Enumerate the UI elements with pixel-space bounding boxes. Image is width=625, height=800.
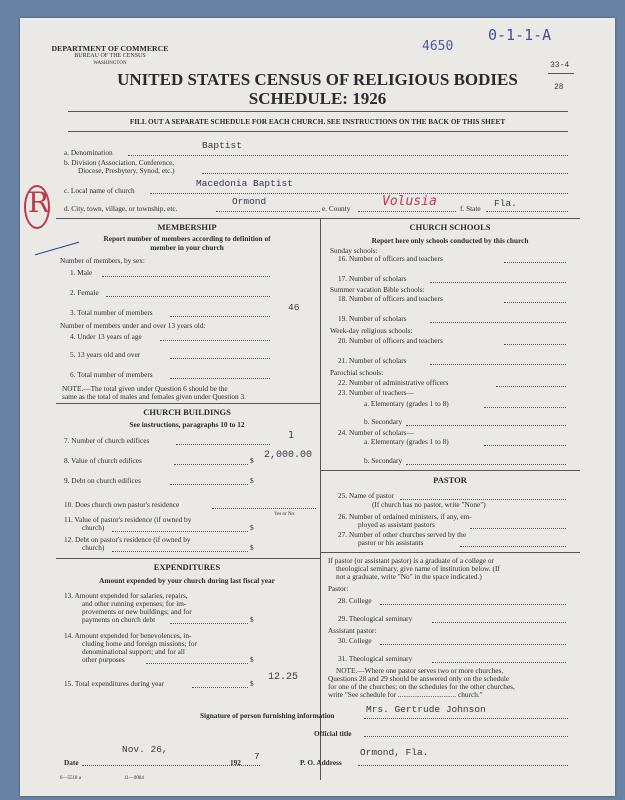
division-label-2: Diocese, Presbytery, Synod, etc.)	[78, 166, 175, 175]
q24a-line	[484, 445, 566, 446]
q11-dollar: $	[250, 523, 254, 532]
q18-label: 18. Number of officers and teachers	[338, 294, 443, 303]
q13-line-3: provements or new buildings; and for	[82, 607, 192, 616]
q15-value: 12.25	[268, 672, 299, 683]
city-value: Ormond	[232, 196, 267, 207]
q19-line	[430, 322, 566, 323]
q3-label: 3. Total number of members	[70, 308, 153, 317]
signature-line	[364, 718, 568, 719]
q14-line-3: denominational support; and for all	[82, 647, 185, 656]
q5-line	[170, 358, 270, 359]
q19-label: 19. Number of scholars	[338, 314, 407, 323]
q11-label-2: church)	[82, 523, 105, 532]
divider	[68, 111, 568, 112]
membership-note-2: same as the total of males and females given under Question 3.	[62, 392, 246, 401]
q23a-line	[484, 407, 566, 408]
q12-label: 12. Debt on pastor's residence (if owned by	[64, 535, 191, 544]
q2-line	[106, 296, 270, 297]
q30-line	[380, 644, 566, 645]
county-line	[358, 211, 456, 212]
q24-label: 24. Number of scholars—	[338, 428, 414, 437]
q7-label: 7. Number of church edifices	[64, 436, 150, 445]
official-title-line	[364, 736, 568, 737]
bureau-name: BUREAU OF THE CENSUS	[74, 53, 146, 59]
sunday-label: Sunday schools:	[330, 246, 378, 255]
q21-line	[430, 364, 566, 365]
q14-line-1: 14. Amount expended for benevolences, in-	[64, 631, 192, 640]
local-name-value: Macedonia Baptist	[196, 178, 293, 189]
q6-label: 6. Total number of members	[70, 370, 153, 379]
membership-note: NOTE.—The total given under Question 6 should be the	[62, 384, 228, 393]
official-title-label: Official title	[314, 729, 352, 738]
county-value: Volusia	[382, 194, 437, 209]
q14-line	[146, 663, 248, 664]
q3-line	[170, 316, 270, 317]
q11-label: 11. Value of pastor's residence (if owned by	[64, 515, 192, 524]
q5-label: 5. 13 years old and over	[70, 350, 141, 359]
schedule-form	[20, 18, 615, 796]
date-value: Nov. 26,	[122, 744, 168, 755]
form-number: 6—5518 a	[60, 776, 81, 781]
q29-label: 29. Theological seminary	[338, 614, 413, 623]
q4-line	[160, 340, 270, 341]
section-rule	[56, 558, 320, 559]
q23-label: 23. Number of teachers—	[338, 388, 414, 397]
q13-line-4: payments on church debt	[82, 615, 156, 624]
denomination-label: a. Denomination	[64, 148, 113, 157]
graduate-note-2: theological seminary, give name of institution below. (If	[336, 564, 500, 573]
q7-value: 1	[288, 430, 295, 441]
graduate-note-3: not a graduate, write "No" in the space indicated.)	[336, 572, 482, 581]
q7-line	[176, 444, 270, 445]
q24b-line	[406, 464, 566, 465]
schools-heading: CHURCH SCHOOLS	[409, 222, 491, 232]
q13-line	[170, 623, 248, 624]
q24a-label: a. Elementary (grades 1 to 8)	[364, 437, 449, 446]
q31-label: 31. Theological seminary	[338, 654, 413, 663]
divider	[68, 131, 568, 132]
q2-label: 2. Female	[70, 288, 99, 297]
local-name-line	[150, 193, 568, 194]
q18-line	[504, 302, 566, 303]
q15-label: 15. Total expenditures during year	[64, 679, 165, 688]
section-rule	[56, 403, 320, 404]
city-label: d. City, town, village, or township, etc.	[64, 204, 178, 213]
stamp-number: 4650	[422, 39, 454, 54]
expenditures-sub: Amount expended by your church during last fiscal year	[99, 576, 275, 585]
division-line	[202, 173, 568, 174]
age-label: Number of members under and over 13 years old:	[60, 321, 206, 330]
year-prefix: 192	[230, 758, 241, 767]
sex-label: Number of members, by sex:	[60, 256, 145, 265]
q20-line	[504, 344, 566, 345]
parochial-label: Parochial schools:	[330, 368, 384, 377]
pastor-note: NOTE.—Where one pastor serves two or more churches,	[336, 666, 504, 675]
q4-label: 4. Under 13 years of age	[70, 332, 142, 341]
po-value: Ormond, Fla.	[360, 747, 429, 758]
pastor-label: Pastor:	[328, 584, 349, 593]
q26-label-2: ployed as assistant pastors	[358, 520, 435, 529]
q26-line	[470, 528, 566, 529]
q12-label-2: church)	[82, 543, 105, 552]
denomination-line	[128, 155, 568, 156]
expenditures-heading: EXPENDITURES	[153, 562, 221, 572]
q13-line-1: 13. Amount expended for salaries, repairs,	[64, 591, 188, 600]
q13-line-2: and other running expenses; for im-	[82, 599, 187, 608]
buildings-heading: CHURCH BUILDINGS	[143, 407, 231, 417]
q12-dollar: $	[250, 543, 254, 552]
signature-label: Signature of person furnishing information	[200, 711, 335, 720]
q9-label: 9. Debt on church edifices	[64, 476, 141, 485]
q8-label: 8. Value of church edifices	[64, 456, 142, 465]
q16-line	[504, 262, 566, 263]
q1-line	[102, 276, 270, 277]
column-divider	[320, 218, 321, 780]
local-name-label: c. Local name of church	[64, 186, 135, 195]
q16-label: 16. Number of officers and teachers	[338, 254, 443, 263]
q28-line	[380, 604, 566, 605]
date-label: Date	[64, 758, 79, 767]
q26-label: 26. Number of ordained ministers, if any, em-	[338, 512, 472, 521]
graduate-note: If pastor (or assistant pastor) is a graduate of a college or	[328, 556, 494, 565]
city-line	[216, 211, 320, 212]
margin-mark: R	[28, 186, 50, 219]
county-label: e. County	[322, 204, 351, 213]
q23a-label: a. Elementary (grades 1 to 8)	[364, 399, 449, 408]
q10-label: 10. Does church own pastor's residence	[64, 500, 180, 509]
state-label: f. State	[460, 204, 481, 213]
membership-intro-2: member in your church	[150, 243, 224, 252]
pastor-note-2: Questions 28 and 29 should be answered only on the schedule	[328, 674, 510, 683]
q12-line	[112, 551, 248, 552]
denomination-value: Baptist	[202, 140, 242, 151]
q27-line	[460, 546, 566, 547]
city-name: WASHINGTON	[93, 61, 127, 66]
form-title: UNITED STATES CENSUS OF RELIGIOUS BODIES	[117, 70, 518, 89]
q13-dollar: $	[250, 615, 254, 624]
q9-line	[170, 484, 248, 485]
instruction-line: FILL OUT A SEPARATE SCHEDULE FOR EACH CHURCH. SEE INSTRUCTIONS ON THE BACK OF THIS SHEET	[129, 118, 506, 126]
membership-intro: Report number of members according to definition of	[103, 234, 271, 243]
q27-label: 27. Number of other churches served by the	[338, 530, 467, 539]
state-line	[486, 211, 568, 212]
q25-label: 25. Name of pastor	[338, 491, 394, 500]
signature-value: Mrs. Gertrude Johnson	[366, 704, 486, 715]
q15-line	[192, 687, 248, 688]
q31-line	[432, 662, 566, 663]
pastor-note-3: for one of the churches; on the schedules for the other churches,	[328, 682, 515, 691]
schools-intro: Report here only schools conducted by this church	[371, 236, 529, 245]
q22-label: 22. Number of administrative officers	[338, 378, 449, 387]
state-value: Fla.	[494, 198, 517, 209]
q28-label: 28. College	[338, 596, 372, 605]
q14-line-4: other purposes	[82, 655, 125, 664]
weekday-label: Week-day religious schools:	[330, 326, 413, 335]
vacation-label: Summer vacation Bible schools:	[330, 285, 425, 294]
q15-dollar: $	[250, 679, 254, 688]
form-subtitle: SCHEDULE: 1926	[248, 89, 387, 108]
pastor-heading: PASTOR	[433, 475, 467, 485]
q23b-label: b. Secondary	[364, 417, 403, 426]
q22-line	[496, 386, 566, 387]
assistant-label: Assistant pastor:	[328, 626, 377, 635]
q20-label: 20. Number of officers and teachers	[338, 336, 443, 345]
q25-note: (If church has no pastor, write "None")	[372, 500, 486, 509]
section-rule	[320, 552, 580, 553]
department-name: DEPARTMENT OF COMMERCE	[51, 44, 169, 53]
print-number: 11—9084	[124, 776, 144, 781]
pastor-note-4: write "See schedule for ................................ church."	[328, 690, 483, 699]
rule-top	[56, 218, 580, 219]
po-label: P. O. Address	[300, 758, 342, 767]
q3-value: 46	[288, 302, 300, 313]
q21-label: 21. Number of scholars	[338, 356, 407, 365]
q14-line-2: cluding home and foreign missions; for	[82, 639, 197, 648]
code-number: 0-1-1-A	[488, 26, 552, 44]
q30-label: 30. College	[338, 636, 372, 645]
q1-label: 1. Male	[70, 268, 93, 277]
q17-label: 17. Number of scholars	[338, 274, 407, 283]
q10-line	[212, 508, 316, 509]
q24b-label: b. Secondary	[364, 456, 403, 465]
q29-line	[432, 622, 566, 623]
q27-label-2: pastor or his assistants	[358, 538, 424, 547]
section-rule	[320, 470, 580, 471]
q11-line	[112, 531, 248, 532]
buildings-sub: See instructions, paragraphs 10 to 12	[129, 420, 245, 429]
q23b-line	[406, 425, 566, 426]
q8-dollar: $	[250, 456, 254, 465]
q8-value: 2,000.00	[264, 450, 313, 461]
division-label: b. Division (Association, Conference,	[64, 158, 175, 167]
po-line	[358, 765, 568, 766]
fraction-bottom: 28	[554, 83, 564, 92]
fraction-top: 33-4	[550, 61, 570, 70]
q17-line	[430, 282, 566, 283]
yes-no-hint: Yes or No	[274, 512, 295, 517]
q6-line	[170, 378, 270, 379]
membership-heading: MEMBERSHIP	[157, 222, 217, 232]
year-digit: 7	[254, 751, 260, 762]
q14-dollar: $	[250, 655, 254, 664]
q8-line	[174, 464, 248, 465]
q9-dollar: $	[250, 476, 254, 485]
